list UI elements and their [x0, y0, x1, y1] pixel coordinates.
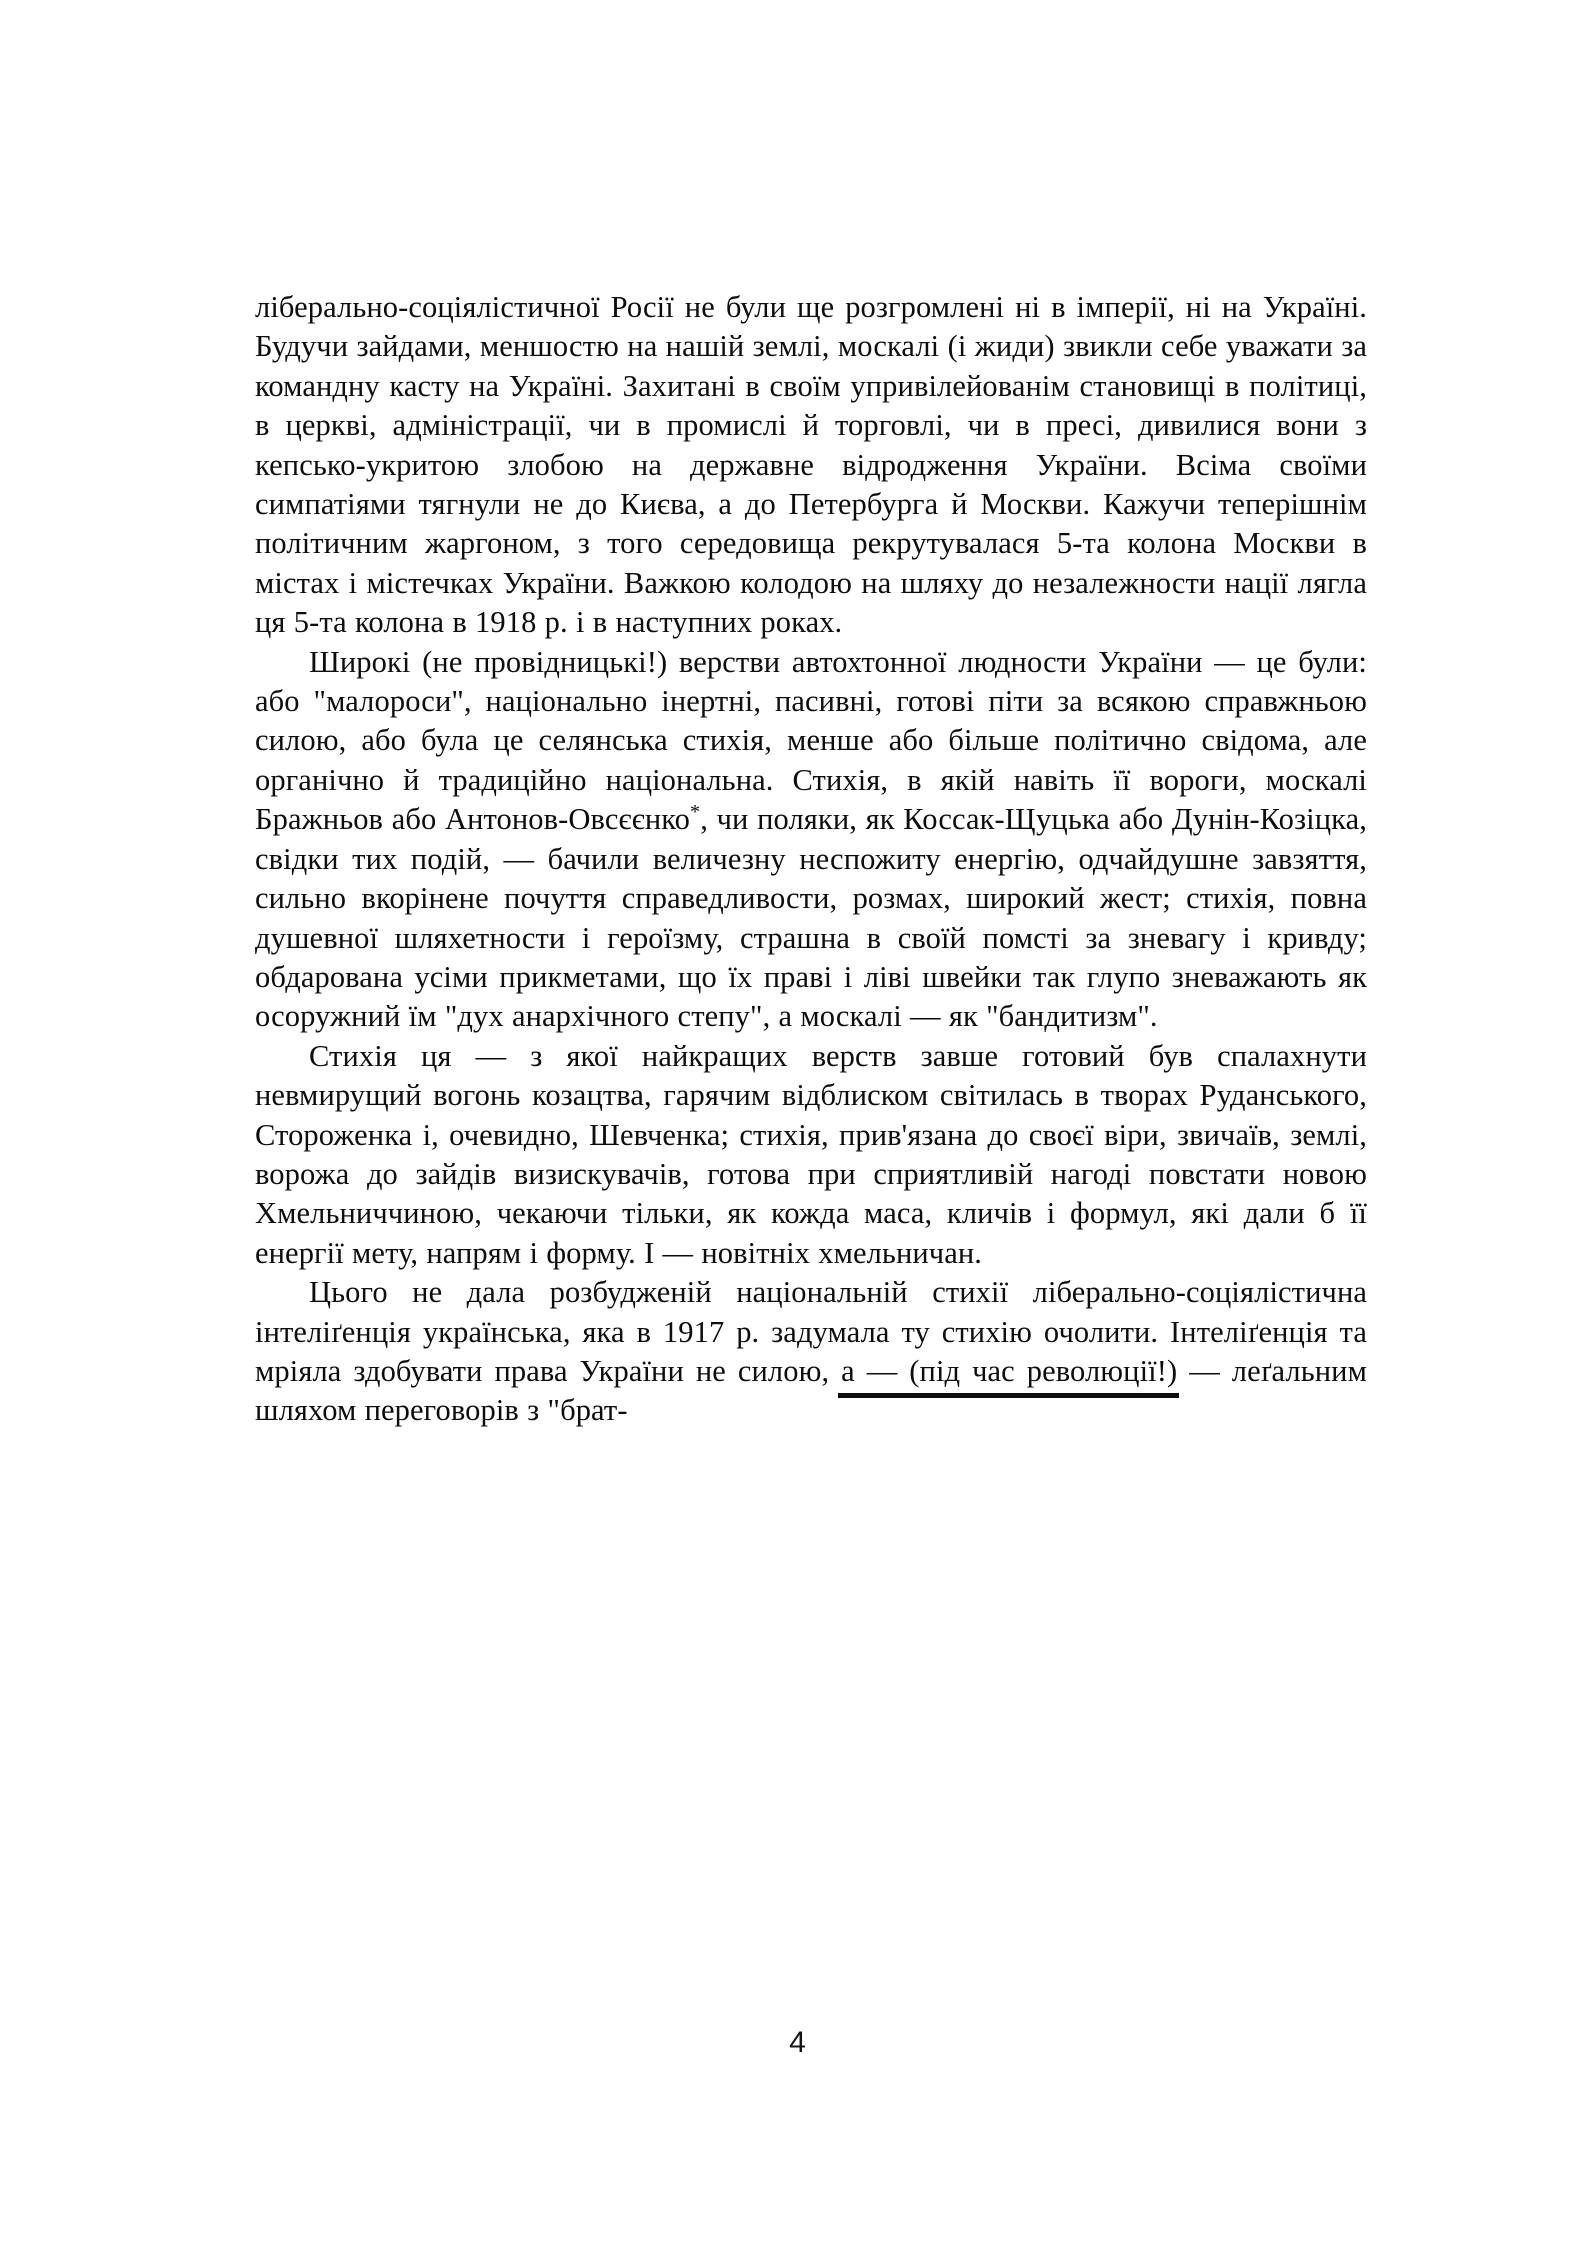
body-text-block	[255, 288, 1367, 1431]
paragraph-4-text: Цього не дала розбудженій національній стихії ліберально-соціялістична інтеліґенція українська, яка в 1917 р. задумала ту стихію очолити. Інтеліґенція та мріяла здобувати права України не силою,	[255, 1275, 1367, 1388]
paragraph-2-text-after-footnote: , чи поляки, як Коссак-Щуцька або Дунін-Козіцка, свідки тих подій, — бачили величезну неспожиту енергію, одчайдушне завзяття, сильно вкорінене почуття справедливости, розмах, широкий жест; стихія, повна душевної шляхетности і героїзму, страшна в своїй помсті за зневагу і кривду; обдарована усіми прикметами, що їх праві і ліві швейки так глупо зневажають як осоружний їм "дух анархічного степу", а москалі — як "бандитизм".	[255, 802, 1367, 1034]
paragraph-4	[255, 1273, 1367, 1431]
underlined-emphasis-text: а — (під час революції!)	[841, 1353, 1178, 1388]
paragraph-3	[255, 1037, 1367, 1273]
paragraph-1-text: ліберально-соціялістичної Росії не були ще розгромлені ні в імперії, ні на Україні. Будучи зайдами, меншостю на нашій землі, москалі (і жиди) звикли себе уважати за командну касту на Україні. Захитані в своїм упривілейованім становищі в політиці, в церкві, адміністрації, чи в промислі й торговлі, чи в пресі, дивилися вони з кепсько-укритою злобою на державне відродження України. Всіма своїми симпатіями тягнули не до Києва, а до Петербурга й Москви. Кажучи теперішнім політичним жаргоном, з того середовища рекрутувалася 5-та колона Москви в містах і містечках України. Важкою колодою на шляху до незалежности нації лягла ця 5-та колона в 1918 р. і в наступних роках.	[255, 290, 1367, 640]
paragraph-2	[255, 643, 1367, 1037]
paragraph-3-text: Стихія ця — з якої найкращих верств завше готовий був спалахнути невмирущий вогонь козацтва, гарячим відблиском світилась в творах Руданського, Стороженка і, очевидно, Шевченка; стихія, прив'язана до своєї віри, звичаїв, землі, ворожа до зайдів визискувачів, готова при сприятливій нагоді повстати новою Хмельниччиною, чекаючи тільки, як кожда маса, кличів і формул, які дали б її енергії мету, напрям і форму. І — новітніх хмельничан.	[255, 1038, 1367, 1270]
paragraph-4-text-tail: — леґальним шляхом переговорів з "брат-	[255, 1353, 1367, 1428]
page-number: 4	[789, 2026, 806, 2059]
footnote-reference-asterisk: *	[690, 801, 701, 824]
paragraph-1	[255, 288, 1367, 643]
paragraph-2-text-before-footnote: Широкі (не провідницькі!) верстви автохтонної людности України — це були: або "малороси", національно інертні, пасивні, готові піти за всякою справжньою силою, або була це селянська стихія, менше або більше політично свідома, але органічно й традиційно національна. Стихія, в якій навіть її вороги, москалі Бражньов або Антонов-Овсєєнко	[255, 644, 1367, 837]
